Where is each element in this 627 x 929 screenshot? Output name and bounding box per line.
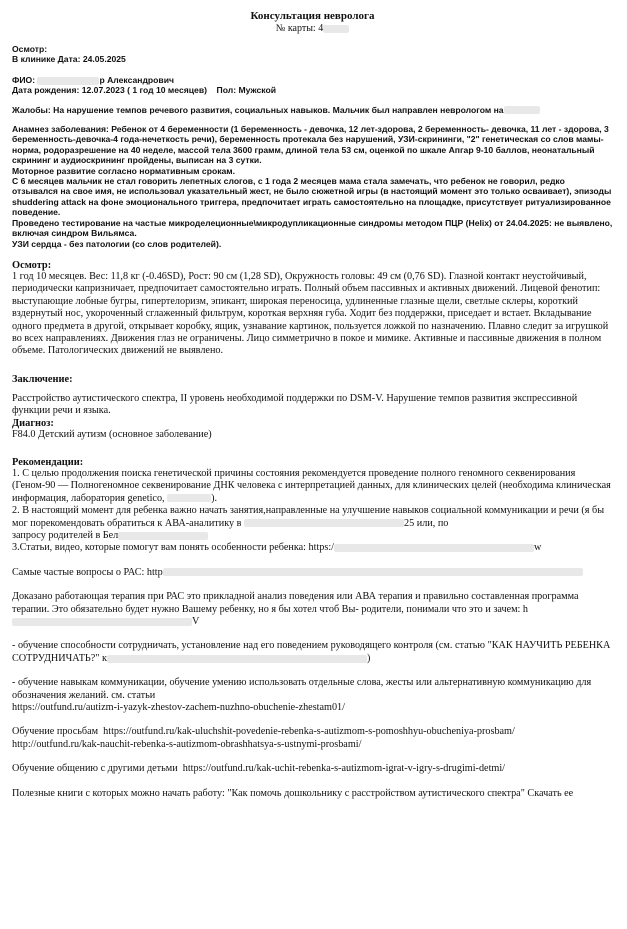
patient-birth-row [12,85,613,95]
osmotr-text: 1 год 10 месяцев. Вес: 11,8 кг (-0.46SD), Рост: 90 см (1,28 SD), Окружность головы: 49 см (0,76 SD). Глазной контакт неустойчивый, периодически капризничает, предпочитает самостоятельно играть. Полный объем пассивных и активных движений. Лицевой фенотип: выступающие лобные бугры, гипертелоризм, эпикант, широкая переносица, удлиненные глазные щели, светлые склеры, короткий вздернутый нос, укороченный сглаженный фильтрум, короткая верхняя губа. Ходит без поддержки, приседает и встает. Вкладывание одного предмета в другой, открывает коробку, ящик, узнавание картинок, пользуется ложкой по назначению. Плавно следит за игрушкой во всех направлениях. Движения глаз не ограничены. Лицо симметрично в покое и мимике. Активные и пассивные движения в полном объеме. Патологических движений не выявлено. [12,270,609,357]
document-title: Консультация невролога [250,10,375,22]
osmotr-section [12,260,613,358]
rec-1-end: ). [211,492,218,504]
aba-end: V [192,616,200,628]
exam-label: Осмотр: [12,44,48,54]
rec-1 [12,468,613,505]
patient-fio [12,75,613,85]
conclusion-section [12,374,613,441]
osmotr-label: Осмотр: [12,259,52,271]
fio-visible: р Александрович [99,74,174,85]
redacted-complaint [504,106,540,114]
redacted-bullet-1 [107,655,367,663]
exam-place-date: В клинике Дата: 24.05.2025 [12,54,126,65]
card-number [12,23,613,34]
rec-2-text: 2. В настоящий момент для ребенка важно начать занятия,направленные на улучшение навыков социальной коммуникации и речи (я бы мог порекомендовать обратиться к АВА-аналитику в [12,505,605,529]
rec-2-end: запросу родителей в Бел [12,530,119,541]
requests-label: Обучение просьбам [12,726,99,738]
anamnesis-pcr: Проведено тестирование на частые микроделеционные\микродупликационные синдромы методом ПЦР (Helix) от 24.04.2025: не выявлено, включая синдром Вильямса. [12,217,613,239]
bullet-cooperation-end: ) [366,652,371,664]
patient-sex: Пол: Мужской [216,85,276,96]
gestures-link[interactable]: https://outfund.ru/autizm-i-yazyk-zhestov-zachem-nuzhno-obuchenie-zhestam01/ [12,702,345,714]
redacted-rec-2 [244,519,404,527]
faq-line [12,567,613,579]
aba-paragraph [12,591,613,628]
redacted-aba [12,618,192,626]
anamnesis-echo: УЗИ сердца - без патологии (со слов родителей). [12,238,222,249]
complaints [12,105,613,115]
conclusion-text: Расстройство аутистического спектра, II уровень необходимой поддержки по DSM-V. Нарушение темпов развития экспрессивной функции речи и языка. [12,392,578,417]
aba-text: Доказано работающая терапия при РАС это прикладной анализ поведения или АВА терапия и правильно составленная программа терапии. Это обязательно будет нужно Вашему ребенку, но я бы хотел чтоб Вы- родители, понимали что это и зачем: h [12,591,579,615]
kids-link[interactable]: https://outfund.ru/kak-uchit-rebenka-s-autizmom-igrat-v-igry-s-drugimi-detmi/ [182,763,505,775]
requests-link-1[interactable]: https://outfund.ru/kak-uluchshit-povedenie-rebenka-s-autizmom-s-pomoshhyu-obucheniya-prosbam/ [103,726,515,738]
complaints-text: Жалобы: На нарушение темпов речевого развития, социальных навыков. Мальчик был направлен неврологом на [12,104,504,115]
conclusion-label: Заключение: [12,373,73,385]
requests-link-2[interactable]: http://outfund.ru/kak-nauchit-rebenka-s-autizmom-obrashhatsya-s-ustnymi-prosbami/ [12,738,362,750]
redacted-card-number [323,25,349,33]
bullet-cooperation [12,640,613,665]
birth-date: Дата рождения: 12.07.2023 ( 1 год 10 месяцев) [12,85,207,96]
recommendations-section [12,457,613,800]
faq-link[interactable]: Самые частые вопросы о РАС: http [12,566,163,578]
redacted-rec-3 [334,544,534,552]
kids-label: Обучение общению с другими детьми [12,763,178,775]
diagnosis-text: F84.0 Детский аутизм (основное заболевание) [12,428,212,440]
books-line: Полезные книги с которых можно начать работу: "Как помочь дошкольнику с расстройством аутистического спектра" Скачать ее [12,787,574,799]
rec-2-mid: 25 или, по [404,517,449,529]
card-number-label: № карты: 4 [275,23,324,34]
rec-1-text: 1. С целью продолжения поиска генетической причины состояния рекомендуется проведение полного геномного секвенирования (Геном-90 — Полногеномное секвенирование ДНК человека с интерпретацией данных, для клинических целей (необходима клиническая информация, лаборатория genetico, [12,467,611,504]
kids-block [12,763,613,775]
bullet-cooperation-text: - обучение способности сотрудничать, установление над его поведением руководящего контроля (см. статью "КАК НАУЧИТЬ РЕБЕНКА СОТРУДНИЧАТЬ?" к [12,640,611,664]
rec-3-end: w [534,542,542,554]
diagnosis-label: Диагноз: [12,417,54,429]
redacted-rec-1 [167,494,211,502]
anamnesis [12,124,613,249]
redacted-rec-2b [118,532,208,540]
fio-label: ФИО: [12,74,36,85]
redacted-faq [163,568,583,576]
anamnesis-history: Анамнез заболевания: Ребенок от 4 беременности (1 беременность - девочка, 12 лет-здорова, 2 беременность- девочка, 11 лет - здорова, 3 беременность-девочка-4 года-нечеткость речи), беременность протекала без нарушений, УЗИ-скрининги, "2" генетическая со слов мамы-норма, родоразрешение на 40 неделе, массой тела 3600 грамм, длиной тела 53 см, оценкой по шкале Апгар 9-10 баллов, неонатальный скрининг и аудиоскрининг пройдены, выписан на 3 сутки. [12,124,609,166]
anamnesis-speech: С 6 месяцев мальчик не стал говорить лепетных слогов, с 1 года 2 месяцев мама стала замечать, что ребенок не говорил, редко отзывался на свое имя, не использовал указательный жест, не было сюжетной игры (в настоящий момент это только осваивает), эпизоды shuddering attack на фоне эмоционального триггера, предпочитает играть самостоятельно на площадке, присутствует ритуализированное поведение. [12,176,612,218]
anamnesis-motor: Моторное развитие согласно нормативным срокам. [12,165,236,176]
rec-2 [12,505,613,542]
bullet-communication [12,677,613,714]
rec-3-link[interactable]: 3.Статьи, видео, которые помогут вам понять особенности ребенка: https:/ [12,542,334,554]
requests-block [12,726,613,751]
recommendations-label: Рекомендации: [12,456,84,468]
redacted-name [37,77,99,85]
rec-3 [12,542,613,554]
bullet-communication-text: - обучение навыкам коммуникации, обучение умению использовать отдельные слова, жесты или альтернативную коммуникацию для обозначения желаний. см. статьи [12,677,592,701]
